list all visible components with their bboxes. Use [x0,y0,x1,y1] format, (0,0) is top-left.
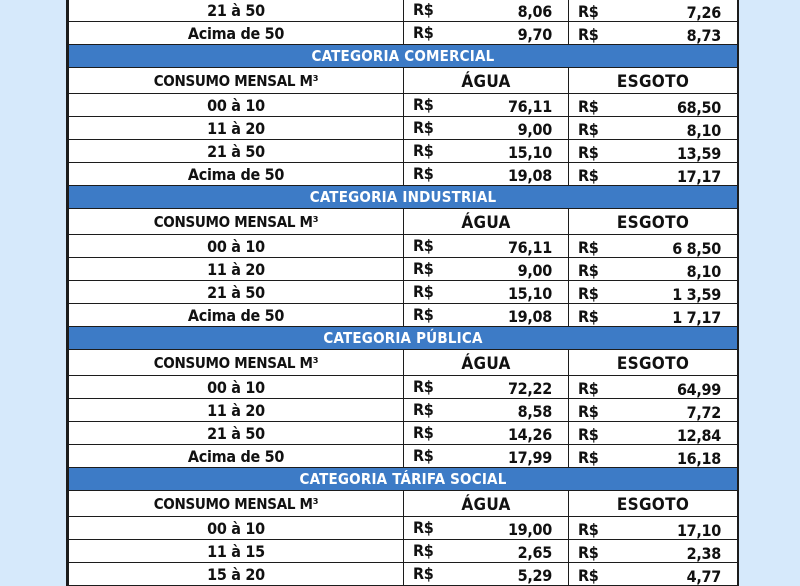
agua-value: 19,08 [507,307,552,326]
header-agua: ÁGUA [404,350,569,376]
agua-price-cell [404,140,569,163]
currency-symbol: R$ [413,236,434,255]
agua-price-cell [404,0,569,22]
agua-price-cell [404,445,569,468]
agua-price-cell [404,163,569,186]
agua-value: 8,06 [517,2,552,21]
agua-value: 9,00 [517,120,552,139]
agua-price-cell [404,235,569,258]
consumption-range: 21 à 50 [69,0,404,22]
esgoto-price-cell [569,163,738,186]
agua-price-cell [404,563,569,586]
category-title: CATEGORIA TÁRIFA SOCIAL [69,468,738,491]
currency-symbol: R$ [578,2,599,21]
esgoto-value: 2,38 [686,544,721,563]
currency-symbol: R$ [413,141,434,160]
column-header-row [69,350,738,376]
currency-symbol: R$ [413,377,434,396]
consumption-range: Acima de 50 [69,304,404,327]
column-header-row [69,209,738,235]
category-title: CATEGORIA PÚBLICA [69,327,738,350]
esgoto-price-cell [569,235,738,258]
table-row [69,376,738,399]
currency-symbol: R$ [413,541,434,560]
agua-price-cell [404,517,569,540]
currency-symbol: R$ [578,97,599,116]
consumption-range: 21 à 50 [69,422,404,445]
esgoto-price-cell [569,422,738,445]
agua-value: 76,11 [507,97,552,116]
agua-value: 15,10 [507,284,552,303]
consumption-range: 11 à 20 [69,117,404,140]
agua-value: 72,22 [507,379,552,398]
esgoto-value: 16,18 [676,449,721,468]
tariff-table-body [69,0,738,586]
table-row [69,517,738,540]
table-row [69,281,738,304]
consumption-range: 21 à 50 [69,281,404,304]
esgoto-price-cell [569,0,738,22]
category-row [69,45,738,68]
esgoto-value: 17,10 [676,521,721,540]
agua-value: 19,08 [507,166,552,185]
table-row [69,304,738,327]
esgoto-price-cell [569,304,738,327]
header-esgoto: ESGOTO [569,350,738,376]
consumption-range: 00 à 10 [69,376,404,399]
currency-symbol: R$ [578,120,599,139]
agua-value: 15,10 [507,143,552,162]
consumption-range: 00 à 10 [69,517,404,540]
currency-symbol: R$ [578,143,599,162]
agua-price-cell [404,117,569,140]
currency-symbol: R$ [578,166,599,185]
agua-value: 9,00 [517,261,552,280]
agua-price-cell [404,540,569,563]
currency-symbol: R$ [578,448,599,467]
category-row [69,468,738,491]
consumption-range: Acima de 50 [69,22,404,45]
consumption-range: Acima de 50 [69,445,404,468]
agua-price-cell [404,304,569,327]
currency-symbol: R$ [578,566,599,585]
currency-symbol: R$ [578,543,599,562]
esgoto-value: 6 8,50 [672,239,721,258]
header-esgoto: ESGOTO [569,68,738,94]
currency-symbol: R$ [413,518,434,537]
category-row [69,327,738,350]
currency-symbol: R$ [413,164,434,183]
esgoto-value: 8,73 [686,26,721,45]
consumption-range: 21 à 50 [69,140,404,163]
esgoto-price-cell [569,399,738,422]
currency-symbol: R$ [413,23,434,42]
currency-symbol: R$ [413,118,434,137]
esgoto-price-cell [569,563,738,586]
header-consumo: CONSUMO MENSAL M³ [69,209,404,235]
currency-symbol: R$ [578,379,599,398]
esgoto-price-cell [569,140,738,163]
table-row [69,117,738,140]
tariff-sheet [66,0,739,586]
esgoto-price-cell [569,94,738,117]
category-title: CATEGORIA COMERCIAL [69,45,738,68]
currency-symbol: R$ [413,400,434,419]
header-agua: ÁGUA [404,491,569,517]
currency-symbol: R$ [413,423,434,442]
currency-symbol: R$ [578,261,599,280]
agua-price-cell [404,399,569,422]
esgoto-value: 1 3,59 [672,285,721,304]
esgoto-price-cell [569,376,738,399]
table-row [69,22,738,45]
currency-symbol: R$ [578,307,599,326]
esgoto-price-cell [569,517,738,540]
esgoto-value: 13,59 [676,144,721,163]
currency-symbol: R$ [578,25,599,44]
currency-symbol: R$ [413,282,434,301]
table-row [69,399,738,422]
agua-value: 5,29 [517,566,552,585]
header-consumo: CONSUMO MENSAL M³ [69,68,404,94]
consumption-range: 00 à 10 [69,94,404,117]
currency-symbol: R$ [413,0,434,19]
currency-symbol: R$ [578,425,599,444]
esgoto-value: 7,72 [686,403,721,422]
esgoto-value: 1 7,17 [672,308,721,327]
esgoto-price-cell [569,281,738,304]
consumption-range: 11 à 20 [69,258,404,281]
table-row [69,0,738,22]
esgoto-value: 8,10 [686,121,721,140]
tariff-table [68,0,738,586]
header-esgoto: ESGOTO [569,491,738,517]
esgoto-value: 17,17 [676,167,721,186]
esgoto-price-cell [569,22,738,45]
esgoto-price-cell [569,540,738,563]
agua-value: 17,99 [507,448,552,467]
category-row [69,186,738,209]
agua-price-cell [404,422,569,445]
table-row [69,422,738,445]
esgoto-value: 64,99 [676,380,721,399]
esgoto-value: 8,10 [686,262,721,281]
currency-symbol: R$ [413,259,434,278]
column-header-row [69,68,738,94]
table-row [69,235,738,258]
table-row [69,258,738,281]
header-agua: ÁGUA [404,209,569,235]
consumption-range: 15 à 20 [69,563,404,586]
table-row [69,163,738,186]
table-row [69,445,738,468]
column-header-row [69,491,738,517]
agua-price-cell [404,376,569,399]
currency-symbol: R$ [413,95,434,114]
esgoto-price-cell [569,117,738,140]
esgoto-value: 4,77 [686,567,721,586]
table-row [69,140,738,163]
agua-price-cell [404,94,569,117]
header-consumo: CONSUMO MENSAL M³ [69,350,404,376]
consumption-range: 11 à 15 [69,540,404,563]
table-row [69,540,738,563]
agua-value: 76,11 [507,238,552,257]
currency-symbol: R$ [413,564,434,583]
table-row [69,563,738,586]
esgoto-value: 7,26 [686,3,721,22]
currency-symbol: R$ [413,305,434,324]
agua-price-cell [404,258,569,281]
currency-symbol: R$ [578,238,599,257]
esgoto-price-cell [569,445,738,468]
table-row [69,94,738,117]
currency-symbol: R$ [578,520,599,539]
currency-symbol: R$ [413,446,434,465]
header-consumo: CONSUMO MENSAL M³ [69,491,404,517]
agua-value: 14,26 [507,425,552,444]
agua-price-cell [404,22,569,45]
consumption-range: 00 à 10 [69,235,404,258]
agua-value: 2,65 [517,543,552,562]
agua-value: 8,58 [517,402,552,421]
category-title: CATEGORIA INDUSTRIAL [69,186,738,209]
header-esgoto: ESGOTO [569,209,738,235]
consumption-range: 11 à 20 [69,399,404,422]
esgoto-value: 12,84 [676,426,721,445]
agua-value: 19,00 [507,520,552,539]
currency-symbol: R$ [578,284,599,303]
agua-price-cell [404,281,569,304]
esgoto-price-cell [569,258,738,281]
consumption-range: Acima de 50 [69,163,404,186]
esgoto-value: 68,50 [676,98,721,117]
header-agua: ÁGUA [404,68,569,94]
currency-symbol: R$ [578,402,599,421]
agua-value: 9,70 [517,25,552,44]
